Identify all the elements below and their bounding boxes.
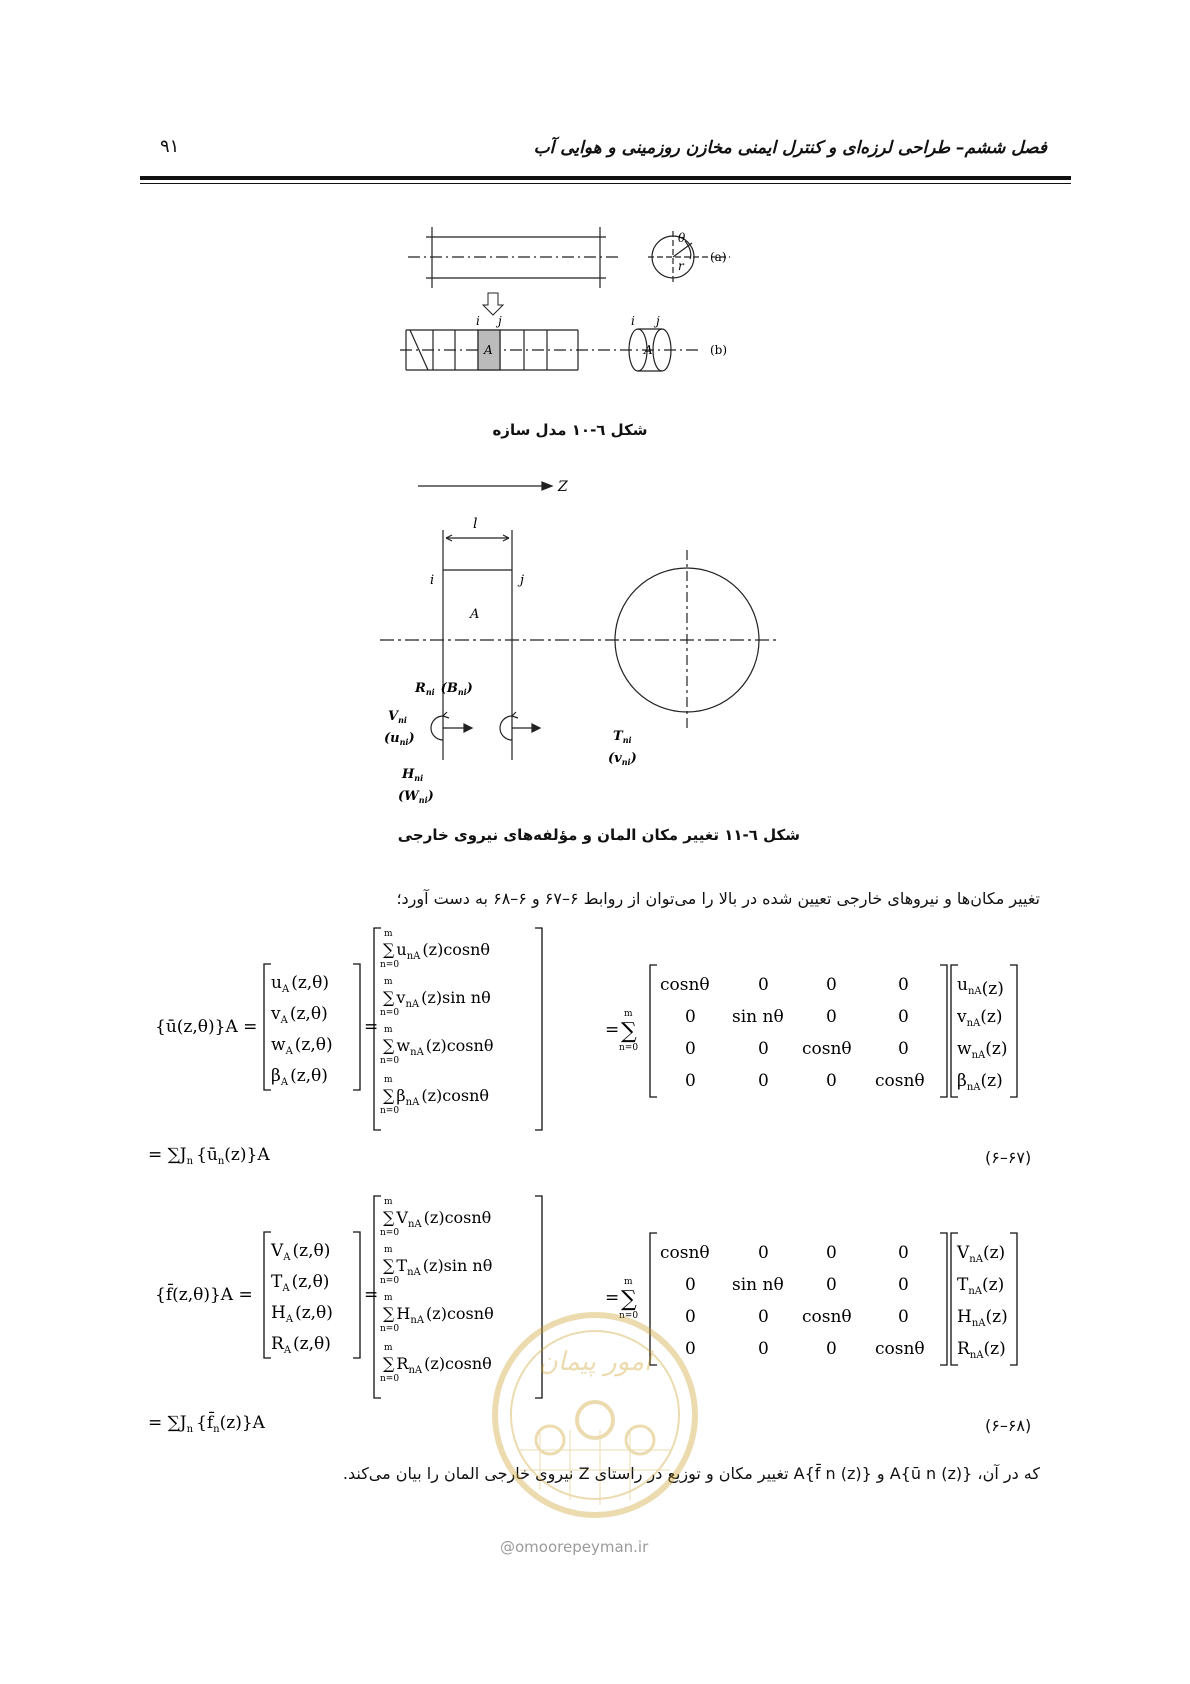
eq67-number: (۶–۶۷) xyxy=(985,1148,1032,1167)
svg-text:TA(z,θ): $T_A$ (z,θ) xyxy=(271,1272,330,1294)
svg-text:RnA(z): $R_{nA}(z)$ xyxy=(957,1339,1006,1361)
u-label: $(u_{ni})$ xyxy=(384,731,415,747)
W-label: $(W_{ni})$ xyxy=(398,789,434,805)
disk-label-j: j xyxy=(656,314,660,328)
svg-text:0: 0 xyxy=(758,1339,769,1359)
svg-text:m: m xyxy=(384,977,393,987)
svg-text:∑VnA(z)cosnθ: ∑ $V_{nA}$ (z)cosnθ xyxy=(383,1208,492,1230)
svg-text:∑: ∑ xyxy=(621,1287,637,1312)
svg-text:cosnθ: cosnθ xyxy=(802,1039,852,1059)
V-label: $V_{ni}$ xyxy=(388,709,407,725)
svg-text:m: m xyxy=(624,1009,633,1019)
svg-text:TnA(z): $T_{nA}(z)$ xyxy=(957,1275,1005,1297)
svg-text:∑wnA(z)cosnθ: ∑ $w_{nA}$ (z)cosnθ xyxy=(383,1036,494,1058)
svg-text:0: 0 xyxy=(685,1339,696,1359)
svg-text:m: m xyxy=(384,929,393,939)
svg-text:n=0: n=0 xyxy=(380,1228,400,1238)
svg-text:m: m xyxy=(384,1075,393,1085)
svg-text:∑RnA(z)cosnθ: ∑ $R_{nA}$ (z)cosnθ xyxy=(383,1354,492,1376)
label-a: (a) xyxy=(710,250,727,264)
eq68-number: (۶–۶۸) xyxy=(985,1416,1032,1435)
length-label: l xyxy=(473,516,478,532)
R-label: $R_{ni}$ $(B_{ni})$ xyxy=(415,681,473,697)
svg-text:0: 0 xyxy=(826,1339,837,1359)
theta-label: θ xyxy=(678,231,686,245)
eq68-lhs: {f̄(z,θ)}A = xyxy=(155,1285,253,1305)
svg-text:m: m xyxy=(384,1245,393,1255)
structure-model-figure xyxy=(400,215,800,415)
svg-text:0: 0 xyxy=(826,975,837,995)
svg-text:n=0: n=0 xyxy=(619,1311,639,1321)
svg-text:0: 0 xyxy=(758,1243,769,1263)
label-b: (b) xyxy=(710,343,728,357)
figure-10-caption: شکل ٦-١٠ مدل سازه xyxy=(492,421,648,439)
svg-text:HnA(z): $H_{nA}(z)$ xyxy=(957,1307,1008,1329)
element-A-label: A xyxy=(470,607,480,622)
svg-text:=: = xyxy=(364,1285,379,1305)
svg-text:0: 0 xyxy=(898,1307,909,1327)
chapter-title: فصل ششم– طراحی لرزه‌ای و کنترل ایمنی مخازن روزمینی و هوایی آب xyxy=(533,138,1047,158)
svg-text:m: m xyxy=(624,1277,633,1287)
svg-text:n=0: n=0 xyxy=(380,1374,400,1384)
svg-text:cosnθ: cosnθ xyxy=(875,1071,925,1091)
svg-text:wnA(z): $w_{nA}(z)$ xyxy=(957,1039,1008,1061)
svg-text:sin nθ: sin nθ xyxy=(732,1275,784,1295)
svg-text:VA(z,θ): $V_A$ (z,θ) xyxy=(271,1241,331,1263)
svg-text:cosnθ: cosnθ xyxy=(660,1243,710,1263)
svg-text:0: 0 xyxy=(758,1307,769,1327)
svg-text:m: m xyxy=(384,1025,393,1035)
label-i: i xyxy=(476,314,480,328)
svg-text:n=0: n=0 xyxy=(380,1008,400,1018)
svg-text:=: = xyxy=(364,1017,379,1037)
eq67-lhs: {ū(z,θ)}A = xyxy=(155,1017,258,1037)
svg-text:0: 0 xyxy=(685,1039,696,1059)
svg-text:∑HnA(z)cosnθ: ∑ $H_{nA}$ (z)cosnθ xyxy=(383,1304,494,1326)
svg-text:vnA(z): $v_{nA}(z)$ xyxy=(957,1007,1003,1029)
svg-text:cosnθ: cosnθ xyxy=(875,1339,925,1359)
equation-67 xyxy=(140,920,1040,1180)
svg-text:m: m xyxy=(384,1197,393,1207)
svg-text:0: 0 xyxy=(898,1243,909,1263)
svg-text:0: 0 xyxy=(758,1039,769,1059)
svg-text:uA(z,θ): $u_A$ (z,θ) xyxy=(271,973,330,995)
svg-text:n=0: n=0 xyxy=(380,1056,400,1066)
svg-text:=: = xyxy=(605,1020,620,1040)
eq68-summary: = $\sum J_n$ $\{f̄_n(z)\}A$ xyxy=(148,1413,265,1435)
header-rule-thin xyxy=(140,183,1071,184)
radius-label: r xyxy=(678,259,684,273)
svg-text:0: 0 xyxy=(758,975,769,995)
svg-text:∑βnA(z)cosnθ: ∑ $\beta_{nA}$ (z)cosnθ xyxy=(383,1086,489,1108)
svg-text:0: 0 xyxy=(826,1071,837,1091)
svg-text:βA(z,θ): $\beta_A$ (z,θ) xyxy=(271,1066,328,1088)
eq67-summary: = $\sum J_n$ $\{ū_n(z)\}A$ xyxy=(148,1145,270,1167)
T-label: $T_{ni}$ xyxy=(613,729,632,745)
header-rule xyxy=(140,176,1071,180)
svg-text:∑vnA(z)sin nθ: ∑ $v_{nA}$ (z)sin nθ xyxy=(383,988,491,1010)
svg-text:0: 0 xyxy=(685,1071,696,1091)
svg-text:0: 0 xyxy=(826,1275,837,1295)
svg-text:cosnθ: cosnθ xyxy=(802,1307,852,1327)
svg-text:m: m xyxy=(384,1293,393,1303)
watermark-seal-text: امور پیمان xyxy=(538,1347,652,1377)
svg-text:m: m xyxy=(384,1343,393,1353)
closing-sentence: که در آن، A{ū n (z)} و {f̄ n (z)}A تغییر مکان و توزیع در راستای Z نیروی خارجی المان را بیان می‌کند. xyxy=(342,1464,1040,1483)
svg-text:0: 0 xyxy=(758,1071,769,1091)
svg-text:VnA(z): $V_{nA}(z)$ xyxy=(957,1243,1006,1265)
svg-text:n=0: n=0 xyxy=(380,1106,400,1116)
v-label: $(v_{ni})$ xyxy=(608,751,637,767)
z-axis-label: Z xyxy=(558,479,568,495)
svg-text:cosnθ: cosnθ xyxy=(660,975,710,995)
element-displacement-figure xyxy=(360,470,820,810)
svg-text:vA(z,θ): $v_A$ (z,θ) xyxy=(271,1004,328,1026)
svg-text:0: 0 xyxy=(685,1307,696,1327)
svg-text:0: 0 xyxy=(826,1243,837,1263)
page-number: ۹۱ xyxy=(160,136,180,157)
node-j-label: j xyxy=(520,573,525,588)
svg-text:∑TnA(z)sin nθ: ∑ $T_{nA}$ (z)sin nθ xyxy=(383,1256,493,1278)
svg-text:n=0: n=0 xyxy=(380,960,400,970)
svg-text:RA(z,θ): $R_A$ (z,θ) xyxy=(271,1334,331,1356)
svg-text:βnA(z): $\beta_{nA}(z)$ xyxy=(957,1071,1003,1093)
svg-text:sin nθ: sin nθ xyxy=(732,1007,784,1027)
svg-text:0: 0 xyxy=(898,1007,909,1027)
svg-text:n=0: n=0 xyxy=(380,1276,400,1286)
intro-paragraph: تغییر مکان‌ها و نیروهای خارجی تعیین شده در بالا را می‌توان از روابط ۶–۶۷ و ۶–۶۸ به دست آورد؛ xyxy=(396,889,1040,908)
figure-11-caption: شکل ٦-١١ تغییر مکان المان و مؤلفه‌های نیروی خارجی xyxy=(397,826,800,844)
svg-text:0: 0 xyxy=(898,975,909,995)
label-j: j xyxy=(498,314,502,328)
svg-text:∑: ∑ xyxy=(621,1019,637,1044)
H-label: $H_{ni}$ xyxy=(402,767,424,783)
svg-text:0: 0 xyxy=(898,1275,909,1295)
node-i-label: i xyxy=(430,573,435,588)
disk-label-i: i xyxy=(631,314,635,328)
svg-text:0: 0 xyxy=(826,1007,837,1027)
svg-text:wA(z,θ): $w_A$ (z,θ) xyxy=(271,1035,333,1057)
svg-text:0: 0 xyxy=(685,1007,696,1027)
watermark-seal xyxy=(480,1300,710,1530)
svg-text:0: 0 xyxy=(685,1275,696,1295)
svg-text:=: = xyxy=(605,1288,620,1308)
label-A: A xyxy=(484,343,493,357)
svg-text:0: 0 xyxy=(898,1039,909,1059)
svg-text:unA(z)}A(z): $u_{nA}(z)$ xyxy=(957,975,1004,999)
svg-text:n=0: n=0 xyxy=(619,1043,639,1053)
svg-text:n=0: n=0 xyxy=(380,1324,400,1334)
svg-text:∑unA(z)cosnθ: ∑ $u_{nA}$ (z)cosnθ xyxy=(383,940,491,962)
disk-label-A: A xyxy=(644,343,653,357)
watermark-url: @omoorepeyman.ir xyxy=(500,1538,649,1556)
svg-text:HA(z,θ): $H_A$ (z,θ) xyxy=(271,1303,333,1325)
